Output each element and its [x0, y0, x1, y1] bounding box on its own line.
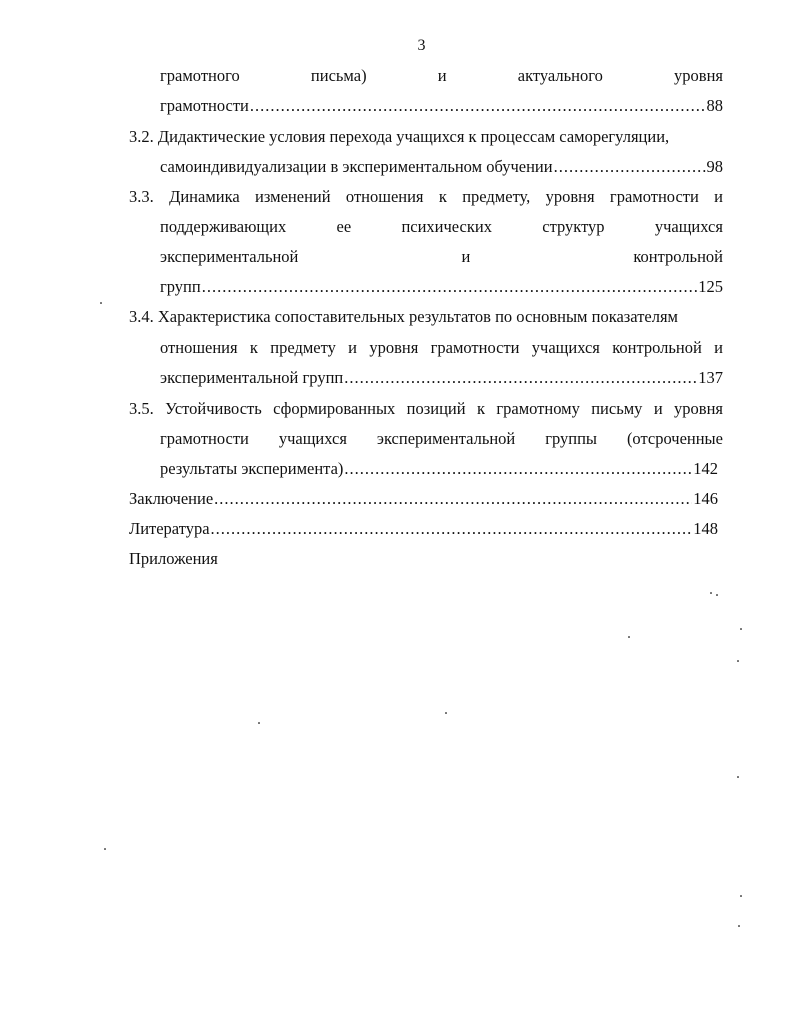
toc-entry-3-3-line-1: 3.3. Динамика изменений отношения к предмету, уровня грамотности и — [129, 187, 723, 206]
dot-leader — [211, 519, 693, 539]
toc-word: и — [461, 247, 471, 266]
toc-entry-text: Литература — [129, 519, 210, 538]
toc-word: группы — [545, 429, 597, 448]
scan-speck — [716, 594, 718, 596]
toc-word: ее — [336, 217, 352, 236]
toc-word: структур — [542, 217, 605, 236]
toc-entry-conclusion — [129, 489, 718, 509]
dot-leader — [202, 277, 698, 297]
toc-page-ref: 137 — [698, 368, 723, 387]
toc-entry-literature — [129, 519, 718, 539]
toc-word: грамотного — [160, 66, 240, 85]
toc-word: грамотности — [160, 429, 249, 448]
scan-speck — [258, 722, 260, 724]
scan-speck — [445, 712, 447, 714]
toc-entry-3-5-line-3 — [160, 459, 718, 479]
page-number: 3 — [417, 37, 426, 54]
toc-entry-text: Заключение — [129, 489, 214, 508]
toc-word: уровня — [674, 66, 723, 85]
toc-entry-text: грамотности — [160, 96, 249, 115]
toc-entry-3-2-line-2 — [160, 157, 723, 177]
toc-page-ref: 88 — [706, 96, 723, 115]
scan-speck — [737, 776, 739, 778]
toc-continuation-line-1 — [160, 66, 723, 86]
toc-word: актуального — [517, 66, 603, 85]
scan-speck — [738, 925, 740, 927]
toc-word: экспериментальной — [160, 247, 299, 266]
toc-word: письма) — [310, 66, 367, 85]
dot-leader — [554, 157, 706, 177]
toc-entry-text: результаты эксперимента) — [160, 459, 344, 478]
scan-speck — [737, 660, 739, 662]
toc-entry-appendices: Приложения — [129, 549, 218, 568]
toc-page-ref: 125 — [698, 277, 723, 296]
toc-page-ref: 98 — [706, 157, 723, 176]
toc-entry-text: групп — [160, 277, 201, 296]
scan-speck — [740, 628, 742, 630]
scan-speck — [628, 636, 630, 638]
toc-entry-3-4-line-3 — [160, 368, 723, 388]
toc-word: психических — [401, 217, 492, 236]
toc-entry-3-5-line-2 — [160, 429, 723, 449]
toc-page-ref: 142 — [693, 459, 718, 478]
dot-leader — [344, 368, 697, 388]
dot-leader — [250, 96, 706, 116]
toc-entry-3-3-line-4 — [160, 277, 723, 297]
toc-entry-text: самоиндивидуализации в экспериментальном обучении — [160, 157, 553, 176]
toc-continuation-line-2 — [160, 96, 723, 116]
toc-page-ref: 148 — [693, 519, 718, 538]
toc-entry-text: экспериментальной групп — [160, 368, 344, 387]
toc-word: и — [437, 66, 447, 85]
toc-entry-3-3-line-3 — [160, 247, 723, 267]
toc-word: учащихся — [278, 429, 347, 448]
scan-speck — [710, 592, 712, 594]
toc-word: контрольной — [633, 247, 723, 266]
scan-speck — [100, 302, 102, 304]
toc-page-ref: 146 — [693, 489, 718, 508]
toc-entry-3-2-line-1: 3.2. Дидактические условия перехода учащихся к процессам саморегуляции, — [129, 127, 670, 146]
dot-leader — [344, 459, 692, 479]
toc-entry-3-3-line-2 — [160, 217, 723, 237]
scan-speck — [104, 848, 106, 850]
toc-word: (отсроченные — [626, 429, 723, 448]
toc-entry-3-4-line-2: отношения к предмету и уровня грамотности учащихся контрольной и — [160, 338, 723, 357]
scan-speck — [740, 895, 742, 897]
toc-word: поддерживающих — [160, 217, 287, 236]
toc-word: учащихся — [654, 217, 723, 236]
toc-entry-3-4-line-1: 3.4. Характеристика сопоставительных результатов по основным показателям — [129, 307, 679, 326]
dot-leader — [214, 489, 692, 509]
toc-word: экспериментальной — [376, 429, 516, 448]
toc-entry-3-5-line-1: 3.5. Устойчивость сформированных позиций к грамотному письму и уровня — [129, 399, 723, 418]
